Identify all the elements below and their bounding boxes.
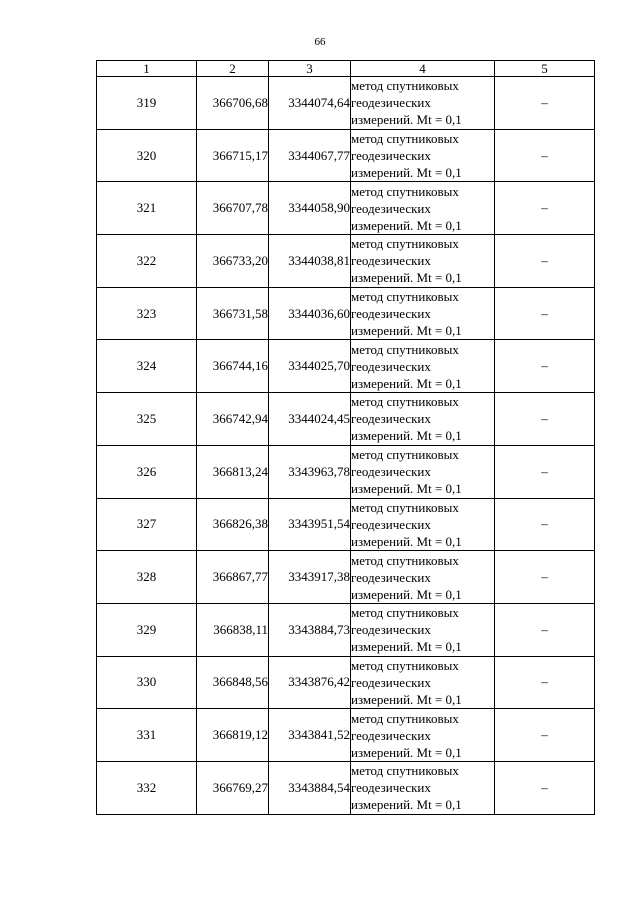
method-line: геодезических <box>351 411 431 427</box>
x-coordinate: 366838,11 <box>197 603 269 656</box>
method-line: геодезических <box>351 464 431 480</box>
method-cell <box>351 129 495 182</box>
method-cell <box>351 445 495 498</box>
method-line: геодезических <box>351 569 431 585</box>
column-header-3: 3 <box>269 61 351 77</box>
column-header-1: 1 <box>97 61 197 77</box>
header-row <box>97 61 595 77</box>
point-number: 324 <box>97 340 197 393</box>
method-cell <box>351 709 495 762</box>
method-line: геодезических <box>351 516 431 532</box>
method-line: измерений. Mt = 0,1 <box>351 112 462 128</box>
method-line: геодезических <box>351 358 431 374</box>
note-cell: – <box>495 129 595 182</box>
point-number: 326 <box>97 445 197 498</box>
note-cell: – <box>495 393 595 446</box>
point-number: 330 <box>97 656 197 709</box>
method-cell <box>351 656 495 709</box>
x-coordinate: 366715,17 <box>197 129 269 182</box>
y-coordinate: 3343963,78 <box>269 445 351 498</box>
y-coordinate: 3343884,73 <box>269 603 351 656</box>
method-cell <box>351 393 495 446</box>
y-coordinate: 3343951,54 <box>269 498 351 551</box>
note-cell: – <box>495 445 595 498</box>
x-coordinate: 366813,24 <box>197 445 269 498</box>
method-line: метод спутниковых <box>351 183 459 199</box>
x-coordinate: 366707,78 <box>197 182 269 235</box>
method-line: геодезических <box>351 200 431 216</box>
note-cell: – <box>495 603 595 656</box>
x-coordinate: 366731,58 <box>197 287 269 340</box>
method-line: измерений. Mt = 0,1 <box>351 586 462 602</box>
table-header <box>97 61 595 77</box>
y-coordinate: 3344067,77 <box>269 129 351 182</box>
y-coordinate: 3344074,64 <box>269 77 351 130</box>
table-body <box>97 77 595 815</box>
method-line: метод спутниковых <box>351 605 459 621</box>
method-line: измерений. Mt = 0,1 <box>351 270 462 286</box>
column-header-2: 2 <box>197 61 269 77</box>
x-coordinate: 366867,77 <box>197 551 269 604</box>
method-line: измерений. Mt = 0,1 <box>351 639 462 655</box>
method-line: метод спутниковых <box>351 289 459 305</box>
note-cell: – <box>495 182 595 235</box>
point-number: 321 <box>97 182 197 235</box>
y-coordinate: 3343917,38 <box>269 551 351 604</box>
note-cell: – <box>495 761 595 814</box>
method-line: геодезических <box>351 780 431 796</box>
method-line: геодезических <box>351 148 431 164</box>
y-coordinate: 3344058,90 <box>269 182 351 235</box>
note-cell: – <box>495 77 595 130</box>
method-line: геодезических <box>351 95 431 111</box>
method-line: геодезических <box>351 674 431 690</box>
table-row <box>97 551 595 604</box>
table-row <box>97 445 595 498</box>
method-line: измерений. Mt = 0,1 <box>351 165 462 181</box>
method-cell <box>351 235 495 288</box>
method-line: геодезических <box>351 306 431 322</box>
point-number: 327 <box>97 498 197 551</box>
point-number: 325 <box>97 393 197 446</box>
table-row <box>97 287 595 340</box>
method-line: метод спутниковых <box>351 710 459 726</box>
method-line: измерений. Mt = 0,1 <box>351 691 462 707</box>
point-number: 320 <box>97 129 197 182</box>
method-line: измерений. Mt = 0,1 <box>351 217 462 233</box>
note-cell: – <box>495 340 595 393</box>
note-cell: – <box>495 709 595 762</box>
method-line: измерений. Mt = 0,1 <box>351 375 462 391</box>
table-row <box>97 761 595 814</box>
column-header-5: 5 <box>495 61 595 77</box>
point-number: 331 <box>97 709 197 762</box>
note-cell: – <box>495 656 595 709</box>
point-number: 332 <box>97 761 197 814</box>
table-row <box>97 656 595 709</box>
point-number: 322 <box>97 235 197 288</box>
y-coordinate: 3343876,42 <box>269 656 351 709</box>
method-line: метод спутниковых <box>351 78 459 94</box>
y-coordinate: 3343884,54 <box>269 761 351 814</box>
method-cell <box>351 340 495 393</box>
y-coordinate: 3344024,45 <box>269 393 351 446</box>
table-row <box>97 77 595 130</box>
x-coordinate: 366742,94 <box>197 393 269 446</box>
y-coordinate: 3344025,70 <box>269 340 351 393</box>
method-cell <box>351 182 495 235</box>
method-line: метод спутниковых <box>351 394 459 410</box>
note-cell: – <box>495 235 595 288</box>
table-row <box>97 393 595 446</box>
method-line: метод спутниковых <box>351 236 459 252</box>
point-number: 328 <box>97 551 197 604</box>
table-row <box>97 498 595 551</box>
method-line: метод спутниковых <box>351 552 459 568</box>
method-line: метод спутниковых <box>351 657 459 673</box>
method-cell <box>351 761 495 814</box>
note-cell: – <box>495 551 595 604</box>
method-cell <box>351 603 495 656</box>
method-line: измерений. Mt = 0,1 <box>351 797 462 813</box>
table-row <box>97 340 595 393</box>
method-cell <box>351 551 495 604</box>
method-line: метод спутниковых <box>351 341 459 357</box>
x-coordinate: 366733,20 <box>197 235 269 288</box>
method-line: измерений. Mt = 0,1 <box>351 428 462 444</box>
x-coordinate: 366744,16 <box>197 340 269 393</box>
table-row <box>97 182 595 235</box>
x-coordinate: 366706,68 <box>197 77 269 130</box>
method-line: метод спутниковых <box>351 131 459 147</box>
y-coordinate: 3344038,81 <box>269 235 351 288</box>
coordinates-table <box>96 60 595 815</box>
method-cell <box>351 498 495 551</box>
method-line: метод спутниковых <box>351 763 459 779</box>
x-coordinate: 366848,56 <box>197 656 269 709</box>
method-line: геодезических <box>351 622 431 638</box>
method-line: измерений. Mt = 0,1 <box>351 533 462 549</box>
page-number: 66 <box>314 36 326 48</box>
method-line: метод спутниковых <box>351 447 459 463</box>
method-cell <box>351 287 495 340</box>
note-cell: – <box>495 287 595 340</box>
method-line: измерений. Mt = 0,1 <box>351 481 462 497</box>
column-header-4: 4 <box>351 61 495 77</box>
x-coordinate: 366826,38 <box>197 498 269 551</box>
x-coordinate: 366769,27 <box>197 761 269 814</box>
x-coordinate: 366819,12 <box>197 709 269 762</box>
method-line: измерений. Mt = 0,1 <box>351 744 462 760</box>
method-line: геодезических <box>351 727 431 743</box>
table-row <box>97 129 595 182</box>
table-row <box>97 603 595 656</box>
method-line: измерений. Mt = 0,1 <box>351 323 462 339</box>
table-row <box>97 709 595 762</box>
point-number: 323 <box>97 287 197 340</box>
y-coordinate: 3344036,60 <box>269 287 351 340</box>
method-cell <box>351 77 495 130</box>
method-line: геодезических <box>351 253 431 269</box>
point-number: 329 <box>97 603 197 656</box>
y-coordinate: 3343841,52 <box>269 709 351 762</box>
table-row <box>97 235 595 288</box>
point-number: 319 <box>97 77 197 130</box>
method-line: метод спутниковых <box>351 499 459 515</box>
note-cell: – <box>495 498 595 551</box>
